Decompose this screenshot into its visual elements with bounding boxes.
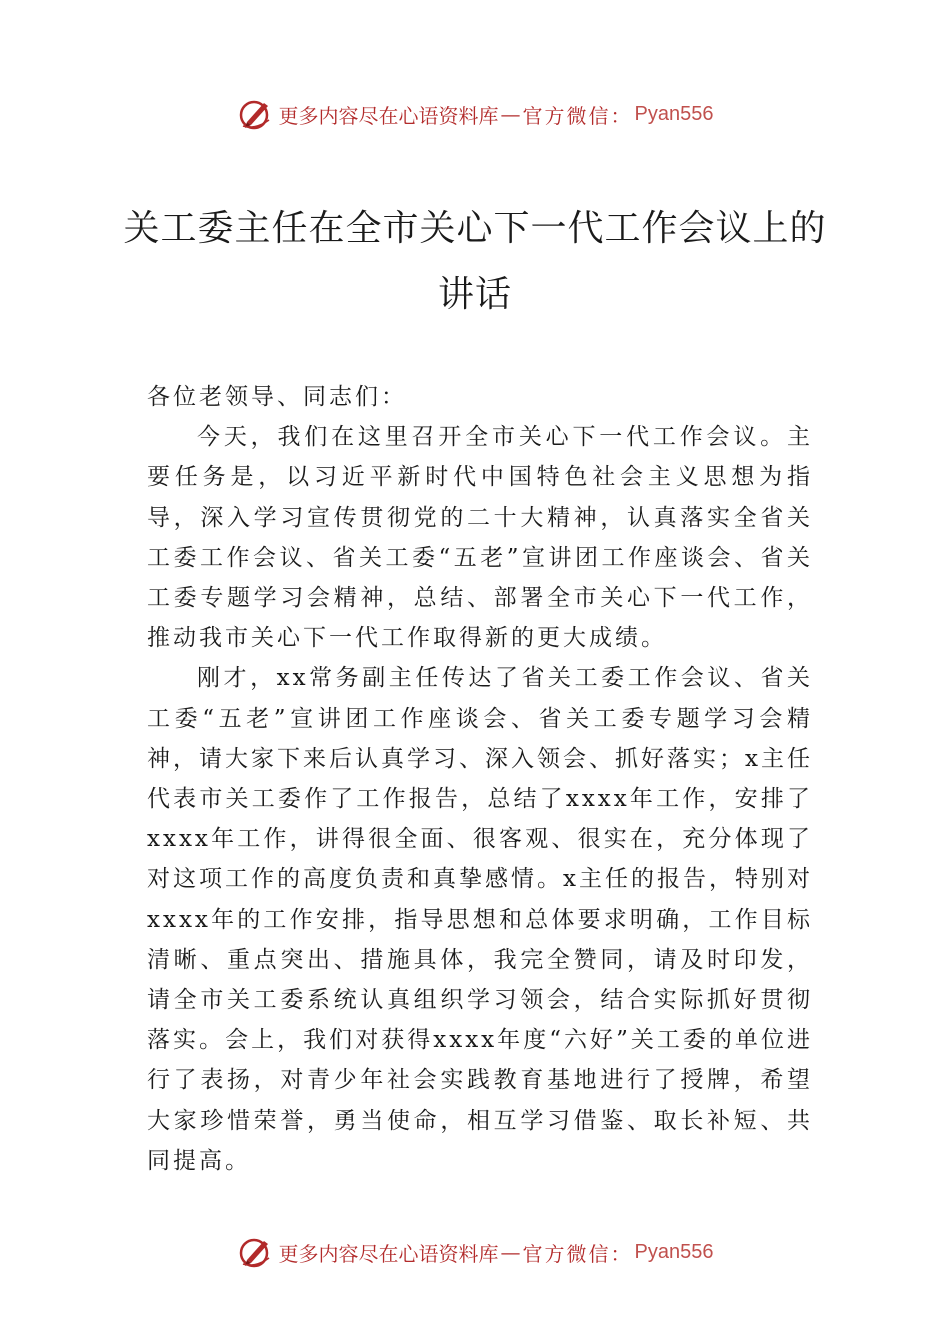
watermark-wechat-id: Pyan556 <box>634 102 714 125</box>
pen-logo-icon <box>237 96 273 132</box>
paragraph-1: 今天，我们在这里召开全市关心下一代工作会议。主要任务是，以习近平新时代中国特色社会主义思想为指导，深入学习宣传贯彻党的二十大精神，认真落实全省关工委工作会议、省关工委“五老”宣讲团工作座谈会、省关工委专题学习会精神，总结、部署全市关心下一代工作，推动我市关心下一代工作取得新的更大成绩。 <box>147 424 813 652</box>
pen-logo-icon <box>237 1234 273 1270</box>
watermark-brand: 更多内容尽在心语资料库 <box>278 103 499 128</box>
header-watermark <box>0 94 950 134</box>
salutation: 各位老领导、同志们： <box>147 384 407 410</box>
watermark-label: 官方微信： <box>522 103 633 128</box>
watermark-wechat-id: Pyan556 <box>634 1240 714 1263</box>
footer-watermark <box>0 1232 950 1272</box>
document-body <box>147 377 813 1181</box>
watermark-dash: — <box>500 102 521 126</box>
watermark-brand: 更多内容尽在心语资料库 <box>278 1241 499 1266</box>
document-title: 关工委主任在全市关心下一代工作会议上的讲话 <box>123 208 827 315</box>
watermark-label: 官方微信： <box>522 1241 633 1266</box>
watermark-dash: — <box>500 1240 521 1264</box>
paragraph-2: 刚才，xx常务副主任传达了省关工委工作会议、省关工委“五老”宣讲团工作座谈会、省关工委专题学习会精神，请大家下来后认真学习、深入领会、抓好落实；x主任代表市关工委作了工作报告，总结了xxxx年工作，安排了xxxx年工作，讲得很全面、很客观、很实在，充分体现了对这项工作的高度负责和真挚感情。x主任的报告，特别对xxxx年的工作安排，指导思想和总体要求明确，工作目标清晰、重点突出、措施具体，我完全赞同，请及时印发，请全市关工委系统认真组织学习领会，结合实际抓好贯彻落实。会上，我们对获得xxxx年度“六好”关工委的单位进行了表扬，对青少年社会实践教育基地进行了授牌，希望大家珍惜荣誉，勇当使命，相互学习借鉴、取长补短、共同提高。 <box>147 665 813 1174</box>
